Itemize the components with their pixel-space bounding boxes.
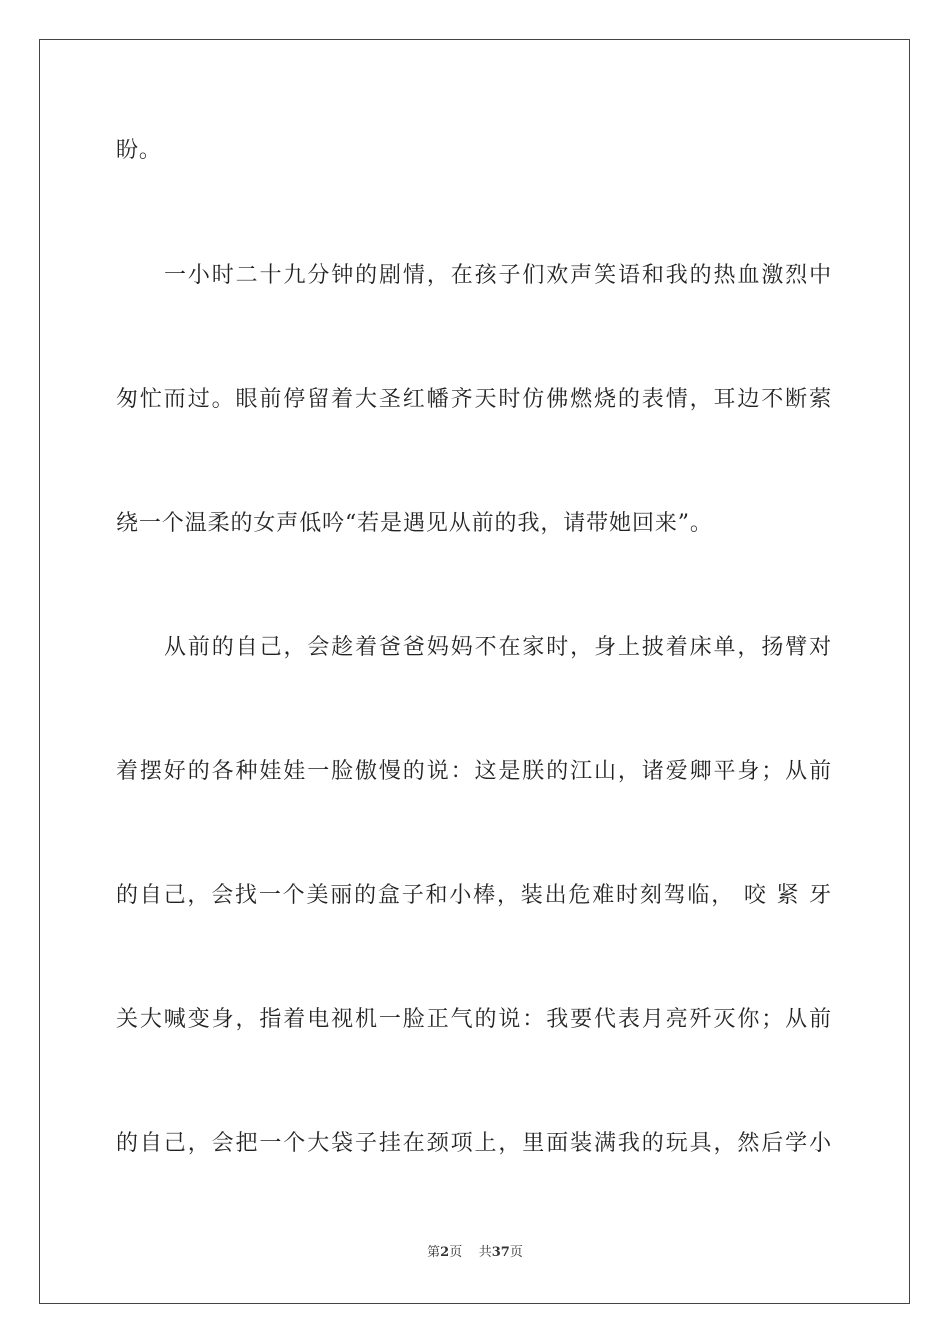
text-line-8: 关大喊变身，指着电视机一脸正气的说：我要代表月亮歼灭你；从前	[116, 1007, 832, 1032]
page-footer	[0, 1244, 950, 1262]
paragraph-start-line: 从前的自己，会趁着爸爸妈妈不在家时，身上披着床单，扬臂对	[164, 635, 832, 660]
paragraph-start-line: 一小时二十九分钟的剧情，在孩子们欢声笑语和我的热血激烈中	[164, 263, 832, 288]
footer-total-unit: 页	[509, 1245, 523, 1260]
footer-total-pages: 37	[491, 1245, 510, 1260]
footer-total-prefix: 共	[478, 1245, 492, 1260]
page-border	[39, 39, 910, 1304]
footer-page-prefix: 第	[427, 1245, 441, 1260]
footer-page-number: 2	[440, 1245, 450, 1260]
text-line-4: 绕一个温柔的女声低吟“若是遇见从前的我，请带她回来”。	[116, 511, 713, 536]
text-line-7: 的自己，会找一个美丽的盒子和小棒，装出危难时刻驾临， 咬 紧 牙	[116, 883, 832, 908]
text-line-9: 的自己，会把一个大袋子挂在颈项上，里面装满我的玩具，然后学小	[116, 1131, 832, 1156]
text-line-6: 着摆好的各种娃娃一脸傲慢的说：这是朕的江山，诸爱卿平身；从前	[116, 759, 832, 784]
text-line-1: 盼。	[116, 138, 162, 163]
text-line-3: 匆忙而过。眼前停留着大圣红幡齐天时仿佛燃烧的表情，耳边不断萦	[116, 387, 832, 412]
footer-page-unit: 页	[449, 1245, 463, 1260]
